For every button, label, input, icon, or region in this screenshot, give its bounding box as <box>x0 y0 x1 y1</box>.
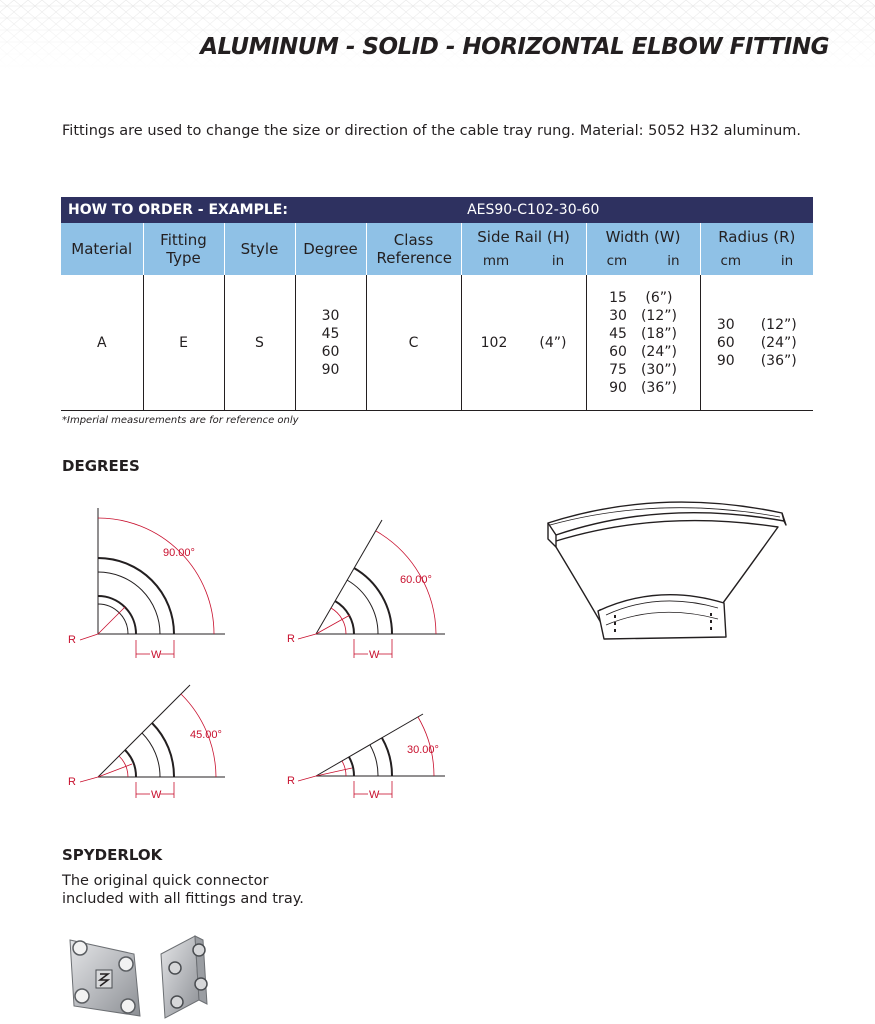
imperial-note: *Imperial measurements are for reference only <box>62 415 299 426</box>
diagram-45-degree <box>60 680 230 805</box>
angle-label-30: 30.00° <box>407 744 439 756</box>
table-header-columns <box>61 223 813 275</box>
col-fitting-type: Fitting Type <box>143 223 224 275</box>
cell-degrees: 30 45 60 90 <box>295 275 366 411</box>
angle-label-45: 45.00° <box>190 729 222 741</box>
cell-side-rail: 102 (4”) <box>461 275 586 411</box>
cell-class: C <box>366 275 461 411</box>
spyderlok-connector-bracket-icon <box>155 930 215 1022</box>
diagram-60-degree <box>280 515 450 665</box>
cell-material: A <box>61 275 143 411</box>
col-degree: Degree <box>295 223 366 275</box>
elbow-fitting-illustration <box>540 495 815 645</box>
col-radius: Radius (R) cm in <box>700 223 813 275</box>
how-to-order-label: HOW TO ORDER - EXAMPLE: <box>61 197 461 223</box>
angle-label-90: 90.00° <box>163 547 195 559</box>
col-style: Style <box>224 223 295 275</box>
cell-style: S <box>224 275 295 411</box>
intro-text: Fittings are used to change the size or direction of the cable tray rung. Material: 5052 H32 aluminum. <box>62 123 802 139</box>
diagram-90-degree <box>60 500 230 665</box>
example-code: AES90-C102-30-60 <box>461 197 700 223</box>
width-label: W <box>369 789 380 801</box>
col-class-reference: Class Reference <box>366 223 461 275</box>
cell-radius: 30 60 90 (12”) (24”) (36”) <box>700 275 813 411</box>
width-label: W <box>369 649 380 661</box>
radius-label: R <box>287 633 295 645</box>
angle-label-60: 60.00° <box>400 574 432 586</box>
width-label: W <box>151 789 162 801</box>
diagram-30-degree <box>280 705 450 805</box>
radius-label: R <box>68 634 76 646</box>
how-to-order-table <box>61 197 813 411</box>
spyderlok-connector-plate-icon <box>64 930 144 1020</box>
cell-width: 15 30 45 60 75 90 (6”) (12”) (18”) (24”) (30”) (36”) <box>586 275 700 411</box>
degrees-heading: DEGREES <box>62 457 140 475</box>
col-side-rail: Side Rail (H) mm in <box>461 223 586 275</box>
col-material: Material <box>61 223 143 275</box>
cell-fitting-type: E <box>143 275 224 411</box>
page-title: ALUMINUM - SOLID - HORIZONTAL ELBOW FITTING <box>200 34 829 60</box>
radius-label: R <box>68 776 76 788</box>
spyderlok-heading: SPYDERLOK <box>62 846 163 864</box>
col-width: Width (W) cm in <box>586 223 700 275</box>
radius-label: R <box>287 775 295 787</box>
table-row <box>61 275 813 411</box>
width-label: W <box>151 649 162 661</box>
table-header-dark <box>61 197 813 223</box>
spyderlok-description: The original quick connector included with all fittings and tray. <box>62 873 304 907</box>
